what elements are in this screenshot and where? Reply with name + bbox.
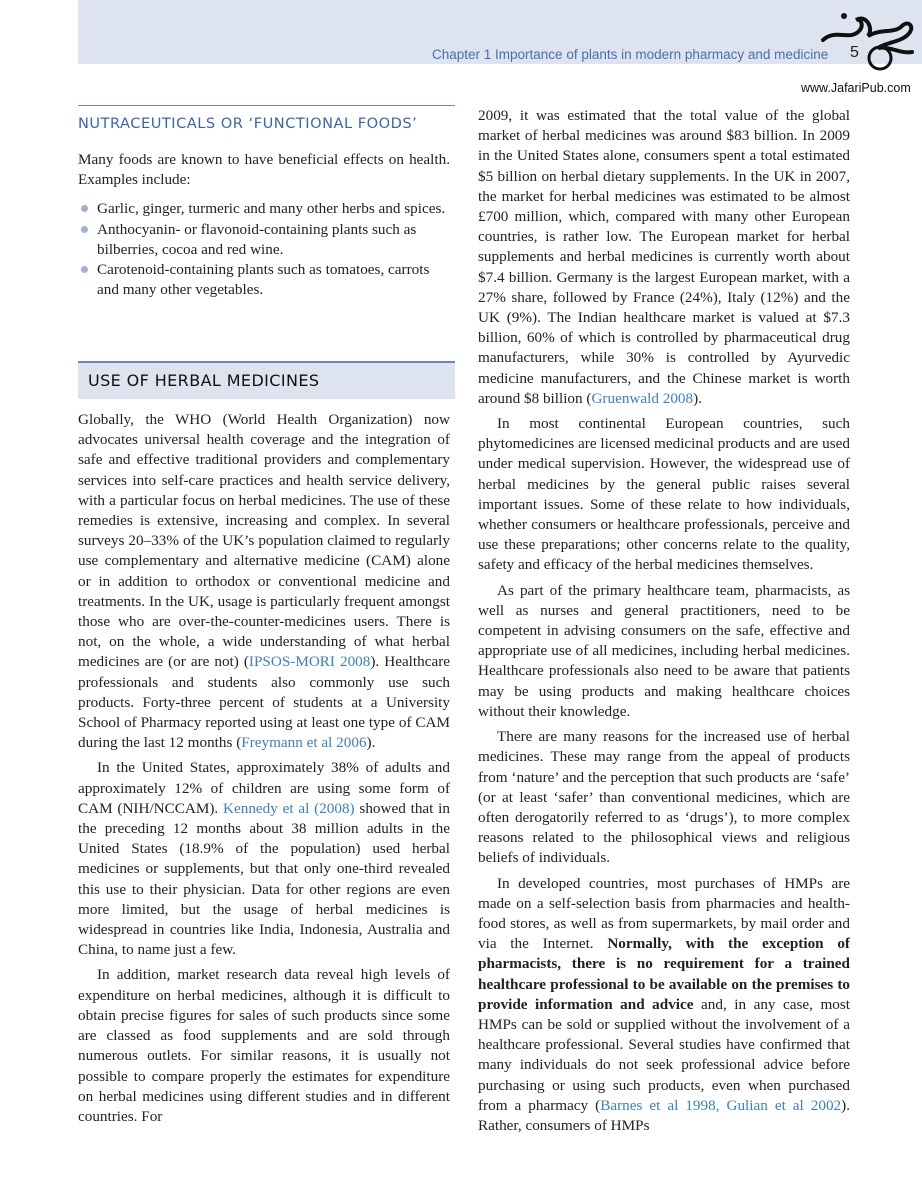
- paragraph: 2009, it was estimated that the total value of the global market of herbal medicines was around $83 billion. In 2009 in the United States alone, consumers spent a total estimated $5 billion on herbal dietary supplements. In the UK in 2007, the market for herbal medicines was estimated to be almost £700 million, which, compared with many other European countries, is rather low. The European market for herbal supplements and herbal medicines is currently worth about $7.4 billion. Germany is the largest European market, with a 27% share, followed by France (24%), Italy (12%) and the UK (9%). The Indian healthcare market is valued at $7.3 billion, 60% of which is controlled by pharmaceutical drug manufacturers, while 30% is controlled by Ayurvedic medicine manufacturers, and the Chinese market is worth around $8 billion (Gruenwald 2008).: [478, 107, 850, 407]
- list-item: Garlic, ginger, turmeric and many other herbs and spices.: [78, 199, 450, 219]
- citation-link[interactable]: Kennedy et al (2008): [223, 799, 355, 817]
- watermark-url: www.JafariPub.com: [801, 81, 911, 95]
- running-header: Chapter 1 Importance of plants in modern pharmacy and medicine: [432, 47, 829, 62]
- section-title: USE OF HERBAL MEDICINES: [88, 371, 320, 390]
- section-title: NUTRACEUTICALS OR ‘FUNCTIONAL FOODS’: [78, 115, 418, 132]
- paragraph: There are many reasons for the increased use of herbal medicines. These may range from the appeal of products from ‘nature’ and the perception that such products are ‘safe’ (or at least ‘safer’ than conventional medicines, which are often derogatorily referred to as ‘drugs’), to more complex reasons related to the philosophical views and religious beliefs of individuals.: [478, 728, 850, 867]
- page-number: 5: [850, 44, 859, 61]
- paragraph: In the United States, approximately 38% of adults and approximately 12% of children are using some form of CAM (NIH/NCCAM). Kennedy et al (2008) showed that in the preceding 12 months about 38 million adults in the United States (18.9% of the population) used herbal medicines or supplements, but that only one-third revealed this use to their physician. Data for other regions are even more limited, but the usage of herbal medicines is widespread in countries like India, Indonesia, Australia and China, to name just a few.: [78, 759, 450, 959]
- citation-link[interactable]: IPSOS-MORI 2008: [248, 653, 371, 671]
- list-item: Carotenoid-containing plants such as tomatoes, carrots and many other vegetables.: [78, 260, 450, 300]
- paragraph: In most continental European countries, such phytomedicines are licensed medicinal products and are used under medical supervision. However, the widespread use of herbal medicines by the general public raises several important issues. Some of these relate to how individuals, whether consumers or healthcare professionals, perceive and use these preparations; other concerns relate to the quality, safety and efficacy of the herbal medicines themselves.: [478, 415, 850, 574]
- bold-statement: Normally, with the exception of pharmacists, there is no requirement for a trained healthcare professional to be available on the premises to provide information and advice: [478, 935, 850, 1013]
- citation-link[interactable]: Gruenwald 2008: [591, 389, 694, 407]
- left-column-top: [78, 150, 450, 300]
- section-heading-nutraceuticals: [78, 105, 455, 142]
- citation-link[interactable]: Freymann et al 2006: [241, 734, 367, 752]
- list-item: Anthocyanin- or flavonoid-containing plants such as bilberries, cocoa and red wine.: [78, 220, 450, 260]
- paragraph: In developed countries, most purchases of HMPs are made on a self-selection basis from pharmacies and health-food stores, as well as from supermarkets, by mail order and via the Internet. Normally, with the exception of pharmacists, there is no requirement for a trained healthcare professional to be available on the premises to provide information and advice and, in any case, most HMPs can be sold or supplied without the involvement of a healthcare professional. Several studies have confirmed that many individuals do not seek professional advice before purchasing or using such products, even when purchased from a pharmacy (Barnes et al 1998, Gulian et al 2002). Rather, consumers of HMPs: [478, 874, 851, 1134]
- section-intro: Many foods are known to have beneficial effects on health. Examples include:: [78, 151, 450, 189]
- bullet-list: [78, 199, 450, 300]
- paragraph: Globally, the WHO (World Health Organization) now advocates universal health coverage and the integration of safe and effective traditional providers and complementary services into self-care practices and health service delivery, with a particular focus on herbal medicines. The use of these remedies is extensive, increasing and complex. In several surveys 20–33% of the UK’s population claimed to regularly use complementary and alternative medicine (CAM) alone or in addition to orthodox or conventional medicine and treatments. In the UK, usage is particularly frequent amongst those who are over-the-counter-medicines users. There is not, on the whole, a wide understanding of what herbal medicines are (or are not) (IPSOS-MORI 2008). Healthcare professionals and students also commonly use such products. Forty-three percent of students at a University School of Pharmacy reported using at least one type of CAM during the last 12 months (Freymann et al 2006).: [78, 411, 450, 752]
- citation-link[interactable]: Barnes et al 1998, Gulian et al 2002: [600, 1096, 842, 1114]
- paragraph: As part of the primary healthcare team, pharmacists, as well as nurses and general practitioners, need to be competent in advising consumers on the safe, effective and appropriate use of all medicines, including herbal medicines. Healthcare professionals also need to be aware that patients may be using products and making healthcare choices without their knowledge.: [478, 581, 850, 720]
- publisher-logo-icon: [820, 6, 918, 78]
- paragraph: In addition, market research data reveal high levels of expenditure on herbal medicines, although it is difficult to obtain precise figures for sales of such products since some are classed as food supplements and are sold through numerous outlets. For similar reasons, it is usually not possible to compare properly the estimates for expenditure on herbal medicines using different studies and in different countries. For: [78, 966, 450, 1125]
- section-heading-herbal-medicines: [78, 361, 455, 399]
- right-column: [478, 106, 850, 1136]
- left-column-body: [78, 410, 450, 1127]
